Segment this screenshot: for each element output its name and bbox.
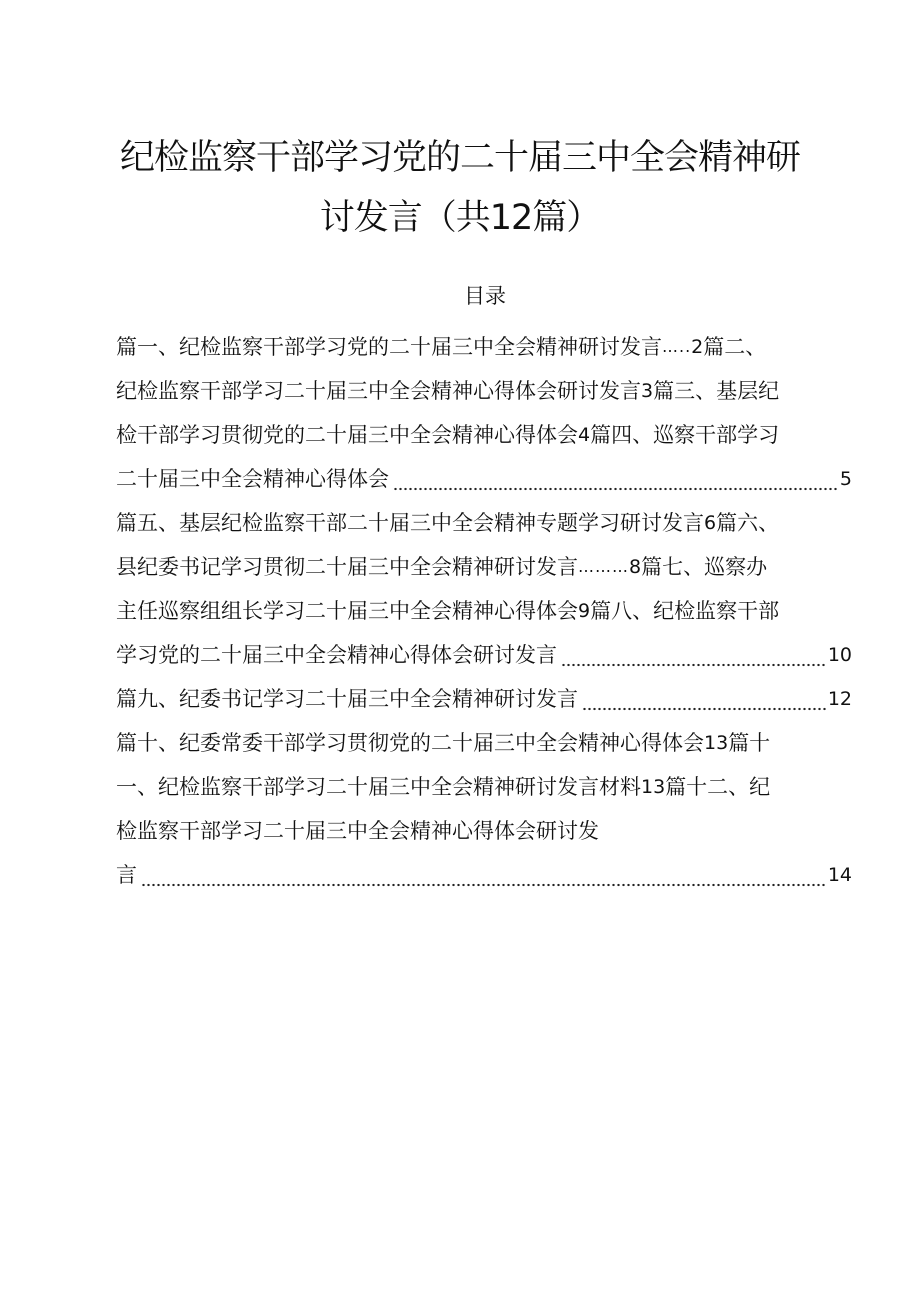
- toc-page-number: 13: [704, 732, 729, 754]
- toc-page-number: 8: [629, 556, 642, 578]
- document-title: [110, 128, 810, 248]
- toc-page-number: 5: [839, 468, 852, 490]
- toc-line: 言 14: [116, 853, 852, 897]
- toc-page-number: 12: [827, 688, 852, 710]
- toc-page-number: 2: [691, 336, 704, 358]
- toc-line: 篇十、纪委常委干部学习贯彻党的二十届三中全会精神心得体会 13 篇十: [116, 721, 852, 765]
- toc-page-number: 13: [641, 776, 666, 798]
- toc-line: 检干部学习贯彻党的二十届三中全会精神心得体会 4 篇四、巡察干部学习: [116, 413, 852, 457]
- title-line-2: 讨发言（共12篇）: [319, 198, 601, 238]
- toc-page-number: 9: [578, 600, 591, 622]
- toc-page-number: 10: [827, 644, 852, 666]
- toc-line: 学习党的二十届三中全会精神心得体会研讨发言 10: [116, 633, 852, 677]
- toc-line: 检监察干部学习二十届三中全会精神心得体会研讨发: [116, 819, 599, 843]
- dot-leader: [582, 699, 826, 711]
- toc-page-number: 4: [578, 424, 591, 446]
- title-line-1: 纪检监察干部学习党的二十届三中全会精神研: [119, 138, 800, 178]
- toc-page-number: 6: [704, 512, 717, 534]
- toc-line: 主任巡察组组长学习二十届三中全会精神心得体会 9 篇八、纪检监察干部: [116, 589, 852, 633]
- toc-heading: 目录: [464, 284, 506, 308]
- toc-line: 二十届三中全会精神心得体会 5: [116, 457, 852, 501]
- table-of-contents: [116, 325, 852, 897]
- toc-line: 篇九、纪委书记学习二十届三中全会精神研讨发言 12: [116, 677, 852, 721]
- dot-leader: [561, 655, 826, 667]
- toc-line: 纪检监察干部学习二十届三中全会精神心得体会研讨发言 3 篇三、基层纪: [116, 369, 852, 413]
- toc-page-number: 3: [641, 380, 654, 402]
- toc-line: 篇一、纪检监察干部学习党的二十届三中全会精神研讨发言 ….. 2 篇二、: [116, 325, 852, 369]
- dot-leader: [393, 479, 838, 491]
- toc-line: 篇五、基层纪检监察干部二十届三中全会精神专题学习研讨发言 6 篇六、: [116, 501, 852, 545]
- dot-leader: [141, 875, 826, 887]
- toc-line: 县纪委书记学习贯彻二十届三中全会精神研讨发言 ……… 8 篇七、巡察办: [116, 545, 852, 589]
- toc-line: 一、纪检监察干部学习二十届三中全会精神研讨发言材料 13 篇十二、纪: [116, 765, 852, 809]
- toc-page-number: 14: [827, 864, 852, 886]
